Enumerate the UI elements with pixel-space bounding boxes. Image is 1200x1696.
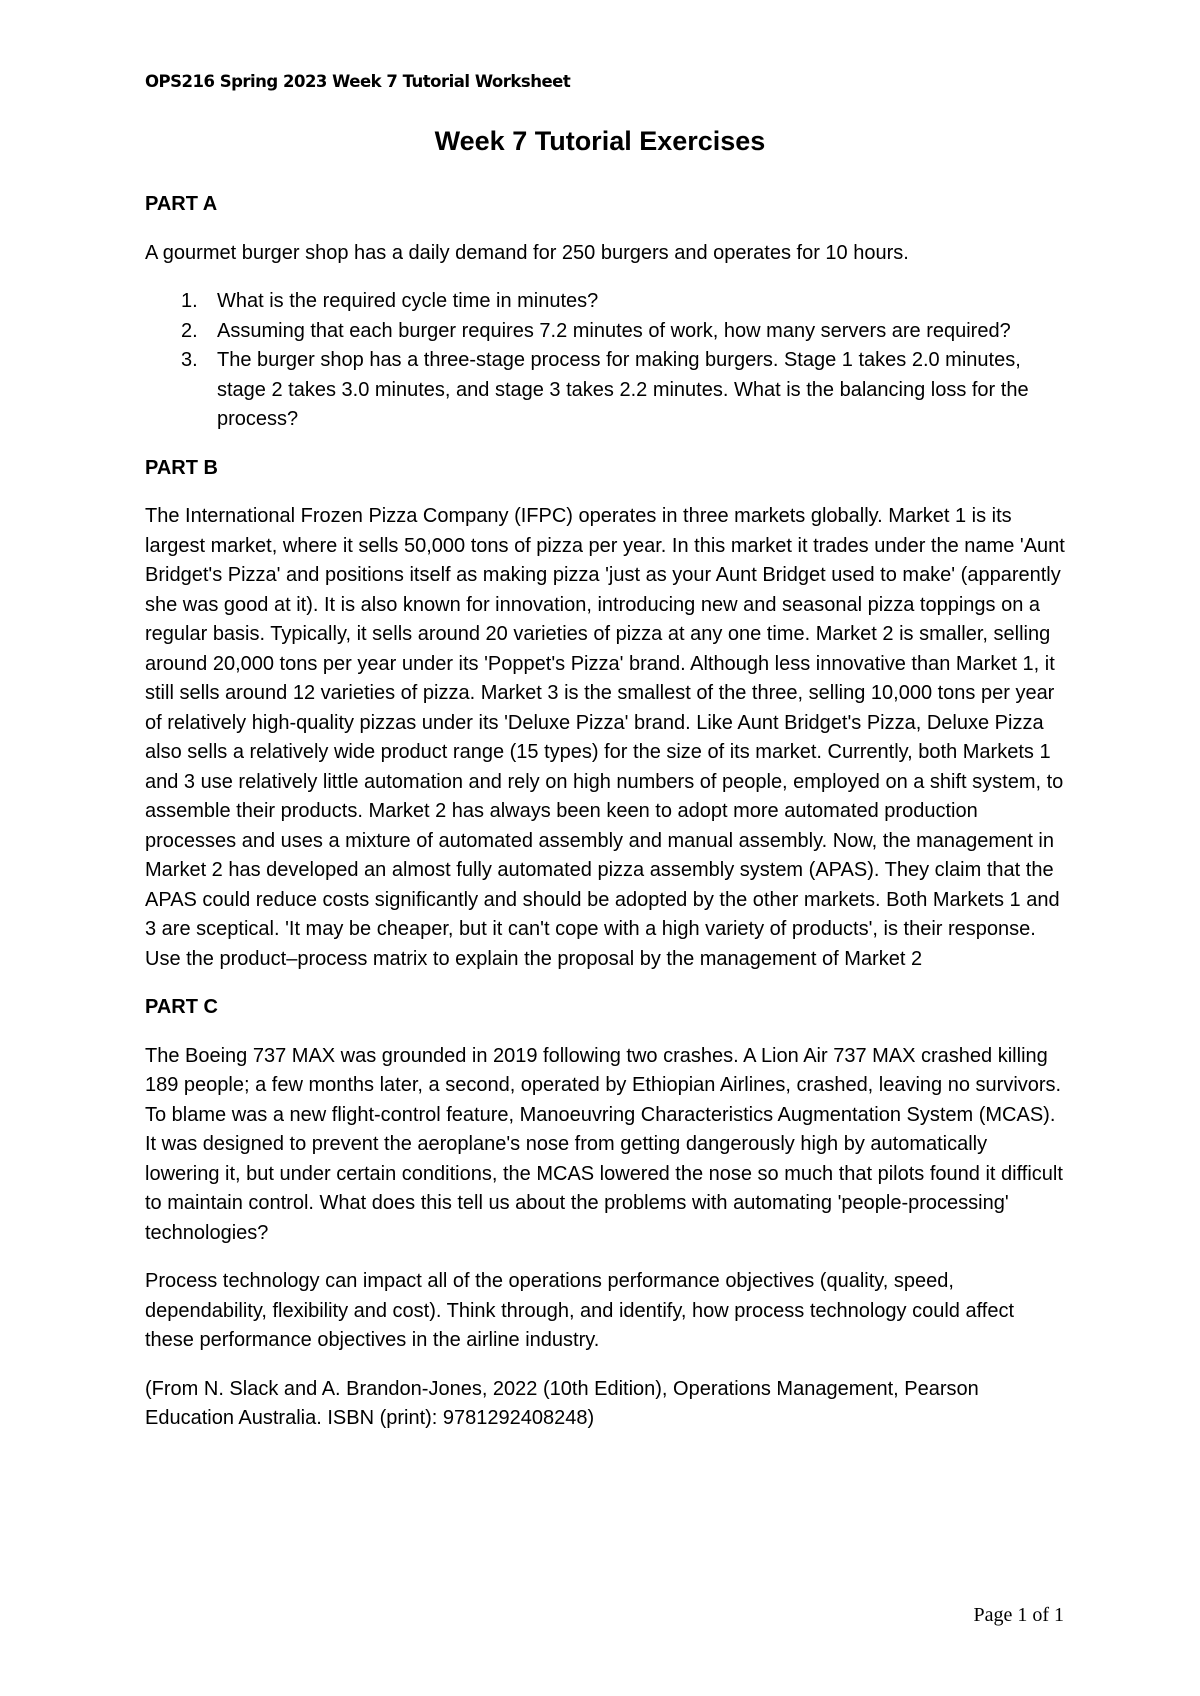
page-title: Week 7 Tutorial Exercises [434,126,766,156]
part-c-heading: PART C [145,996,218,1018]
list-item-number: 3. [181,349,198,371]
part-b-paragraph: The International Frozen Pizza Company (IFPC) operates in three markets globally. Market 1 is its largest market, where it sells 50,000 tons of pizza per year. In this market it trades under the name 'Aunt Bridget's Pizza' and positions itself as making pizza 'just as your Aunt Bridget used to make' (apparently she was good at it). It is also known for innovation, introducing new and seasonal pizza toppings on a regular basis. Typically, it sells around 20 varieties of pizza at any one time. Market 2 is smaller, selling around 20,000 tons per year under its 'Poppet's Pizza' brand. Although less innovative than Market 1, it still sells around 12 varieties of pizza. Market 3 is the smallest of the three, selling 10,000 tons per year of relatively high-quality pizzas under its 'Deluxe Pizza' brand. Like Aunt Bridget's Pizza, Deluxe Pizza also sells a relatively wide product range (15 types) for the size of its market. Currently, both Markets 1 and 3 use relatively little automation and rely on high numbers of people, employed on a shift system, to assemble their products. Market 2 has always been keen to adopt more automated production processes and uses a mixture of automated assembly and manual assembly. Now, the management in Market 2 has developed an almost fully automated pizza assembly system (APAS). They claim that the APAS could reduce costs significantly and should be adopted by the other markets. Both Markets 1 and 3 are sceptical. 'It may be cheaper, but it can't cope with a high variety of products', is their response. Use the product–process matrix to explain the proposal by the management of Market 2 [145,505,1065,970]
document-body [145,190,1065,1453]
part-a-heading: PART A [145,193,218,215]
part-c-paragraph-2: Process technology can impact all of the operations performance objectives (quality, speed, dependability, flexibility and cost). Think through, and identify, how process technology could affect these performance objectives in the airline industry. [145,1270,1015,1351]
page-number: Page 1 of 1 [973,1604,1064,1626]
list-item [145,287,1065,317]
list-item-text: Assuming that each burger requires 7.2 minutes of work, how many servers are required? [217,319,1011,342]
list-item-number: 2. [181,319,198,342]
list-item-text: The burger shop has a three-stage process for making burgers. Stage 1 takes 2.0 minutes, stage 2 takes 3.0 minutes, and stage 3 takes 2.2 minutes. What is the balancing loss for the process? [217,349,1029,430]
part-a-question-list [145,287,1065,435]
list-item-text: What is the required cycle time in minutes? [217,290,599,312]
citation: (From N. Slack and A. Brandon-Jones, 2022 (10th Edition), Operations Management, Pearson Education Australia. ISBN (print): 9781292408248) [145,1377,979,1429]
list-item [145,346,1065,435]
part-c-paragraph-1: The Boeing 737 MAX was grounded in 2019 following two crashes. A Lion Air 737 MAX crashed killing 189 people; a few months later, a second, operated by Ethiopian Airlines, crashed, leaving no survivors. To blame was a new flight-control feature, Manoeuvring Characteristics Augmentation System (MCAS). It was designed to prevent the aeroplane's nose from getting dangerously high by automatically lowering it, but under certain conditions, the MCAS lowered the nose so much that pilots found it difficult to maintain control. What does this tell us about the problems with automating 'people-processing' technologies? [145,1044,1063,1244]
running-header: OPS216 Spring 2023 Week 7 Tutorial Worksheet [145,72,571,91]
list-item-number: 1. [181,290,198,312]
part-b-heading: PART B [145,456,218,479]
part-a-intro: A gourmet burger shop has a daily demand for 250 burgers and operates for 10 hours. [145,241,909,264]
list-item [145,317,1065,347]
